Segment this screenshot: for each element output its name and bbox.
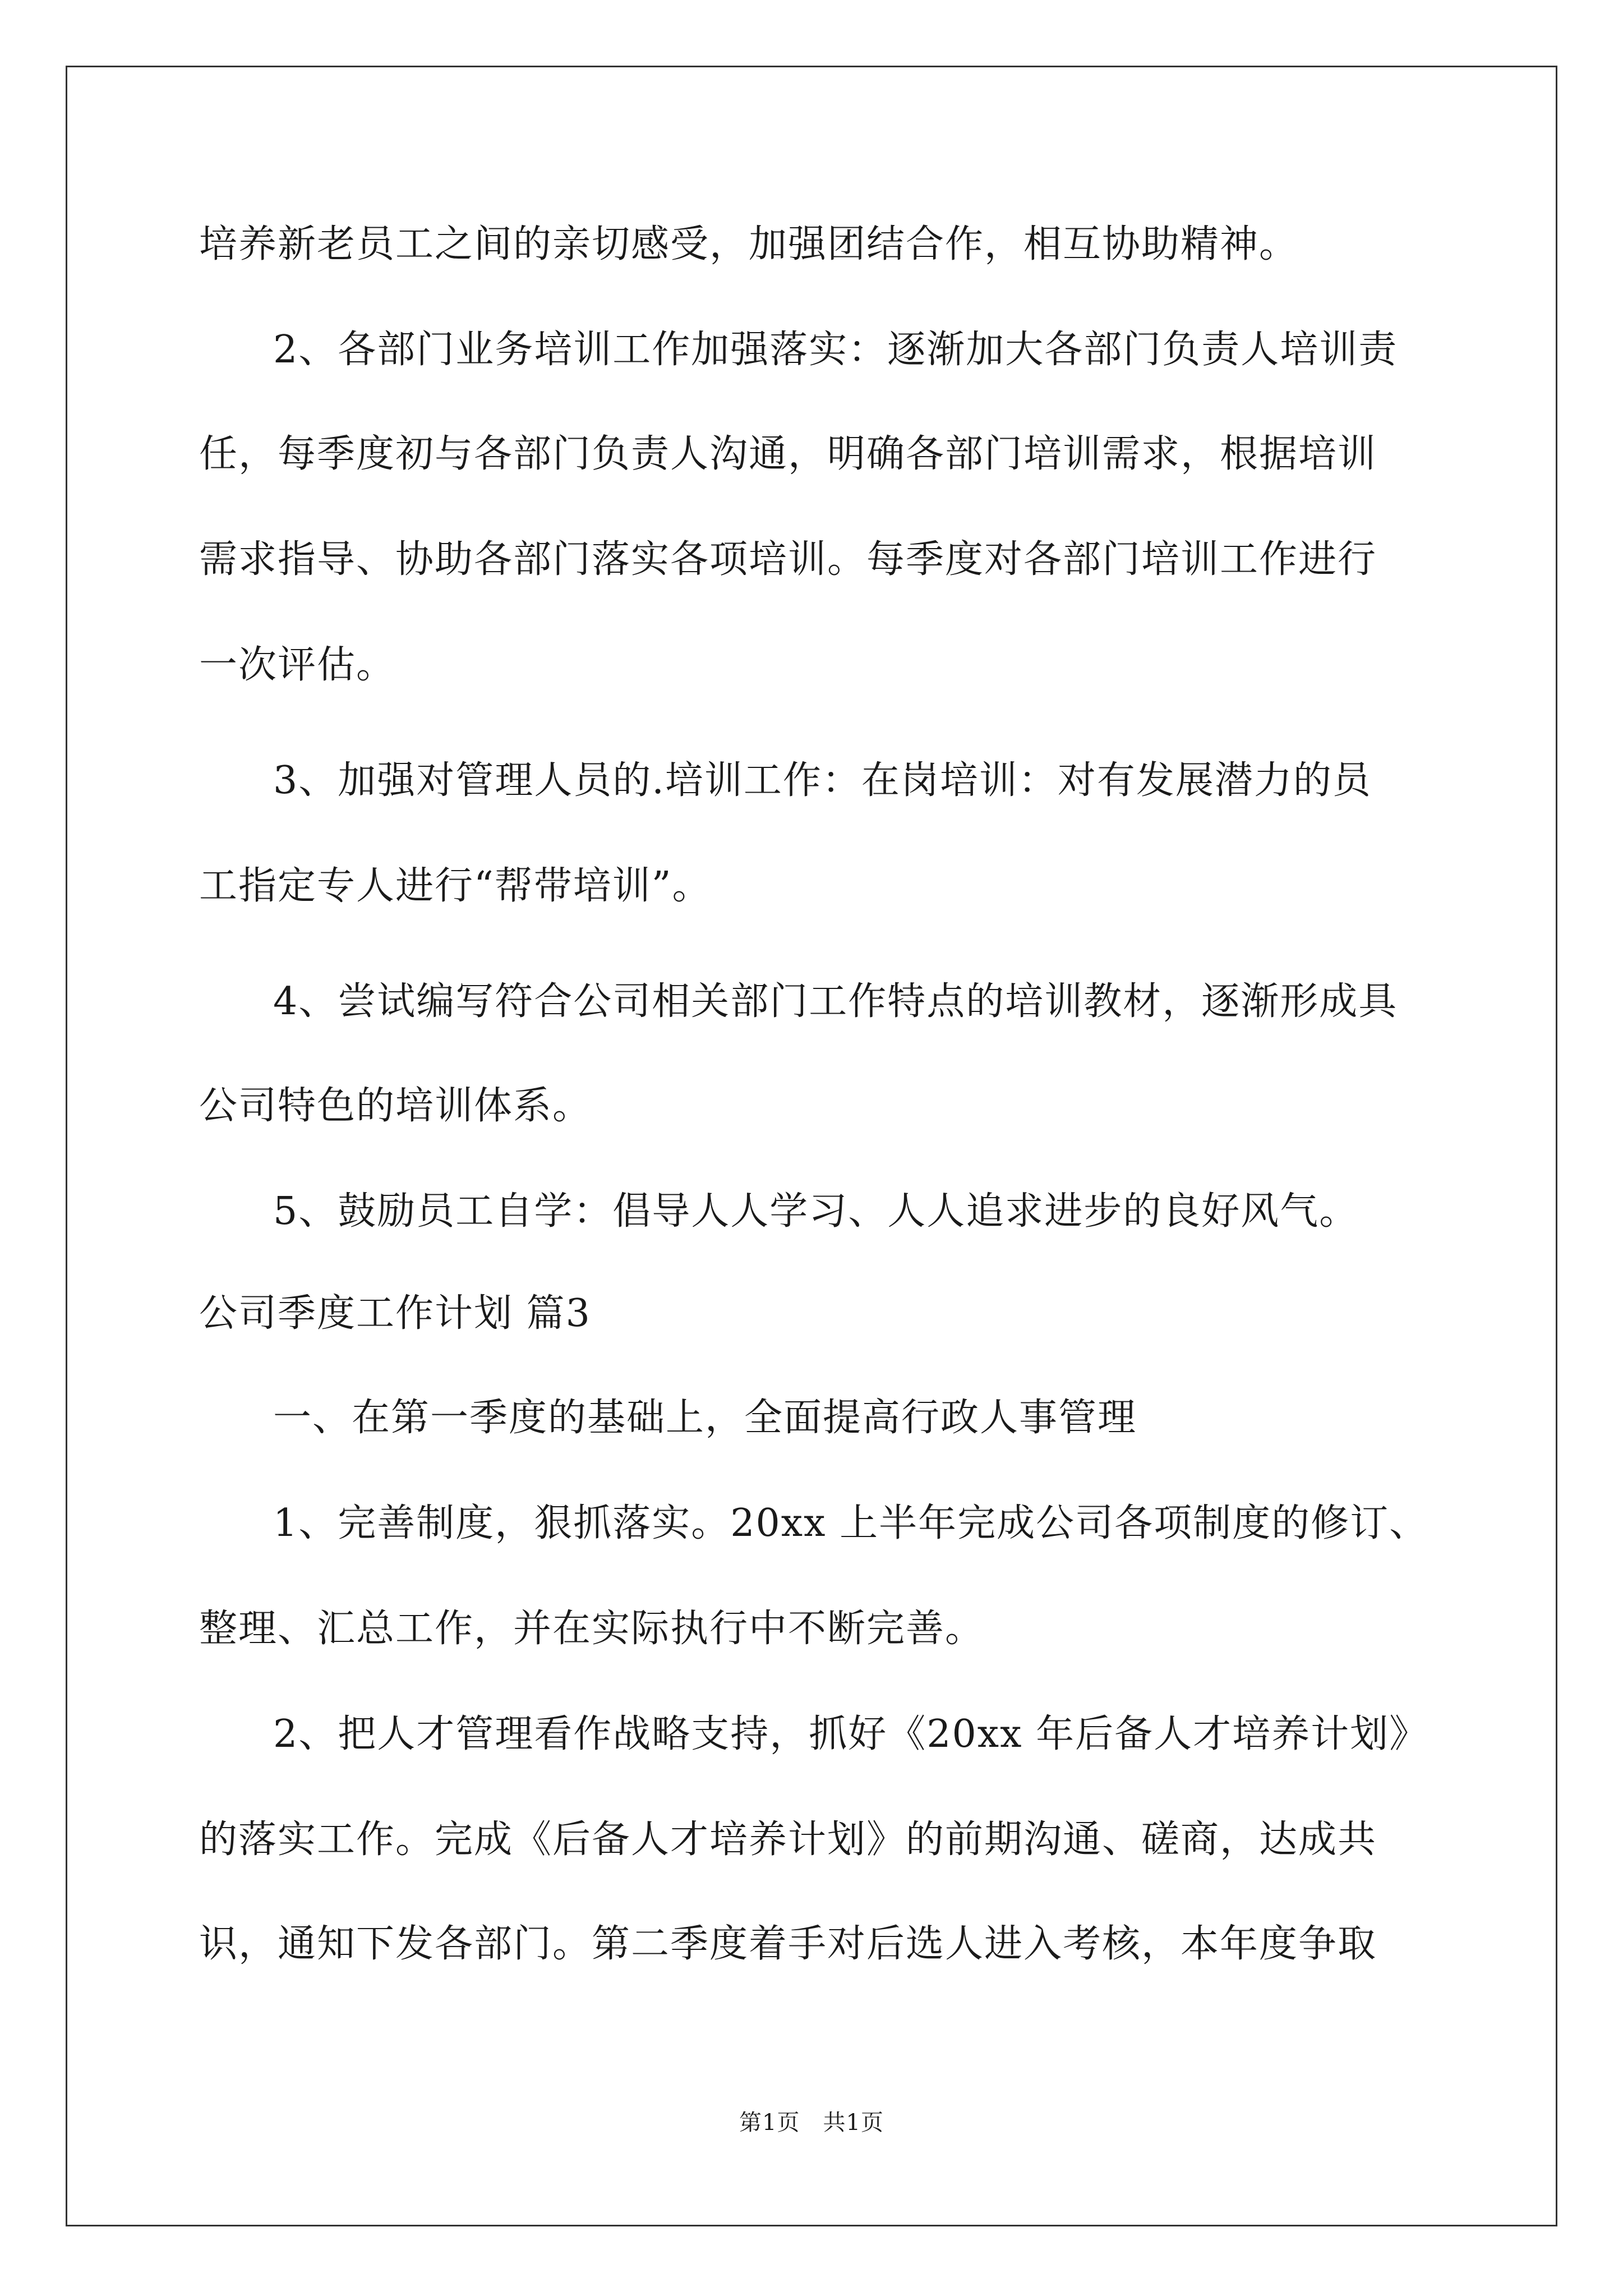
text-line: 工指定专人进行“帮带培训”。 (199, 864, 712, 908)
text-line: 识，通知下发各部门。第二季度着手对后选人进入考核，本年度争取 (199, 1922, 1377, 1966)
text-line: 4、尝试编写符合公司相关部门工作特点的培训教材，逐渐形成具 (273, 979, 1398, 1024)
text-line: 3、加强对管理人员的.培训工作：在岗培训：对有发展潜力的员 (273, 758, 1372, 803)
text-line: 一次评估。 (199, 643, 396, 687)
text-line: 需求指导、协助各部门落实各项培训。每季度对各部门培训工作进行 (199, 537, 1377, 582)
text-line: 5、鼓励员工自学：倡导人人学习、人人追求进步的良好风气。 (273, 1189, 1359, 1234)
section-heading: 公司季度工作计划 篇3 (199, 1291, 591, 1336)
text-line: 2、各部门业务培训工作加强落实：逐渐加大各部门负责人培训责 (273, 328, 1398, 372)
text-line: 整理、汇总工作，并在实际执行中不断完善。 (199, 1607, 985, 1651)
text-line: 任，每季度初与各部门负责人沟通，明确各部门培训需求，根据培训 (199, 432, 1377, 476)
text-line: 公司特色的培训体系。 (199, 1084, 592, 1128)
text-line: 1、完善制度，狠抓落实。20xx 上半年完成公司各项制度的修订、 (273, 1501, 1429, 1545)
text-line: 2、把人才管理看作战略支持，抓好《20xx 年后备人才培养计划》 (273, 1712, 1429, 1756)
text-line: 培养新老员工之间的亲切感受，加强团结合作，相互协助精神。 (199, 222, 1299, 266)
page-number: 第1页 共1页 (739, 2110, 884, 2136)
text-line: 一、在第一季度的基础上，全面提高行政人事管理 (273, 1396, 1137, 1440)
page-border (66, 66, 1557, 2226)
text-line: 的落实工作。完成《后备人才培养计划》的前期沟通、磋商，达成共 (199, 1818, 1377, 1862)
